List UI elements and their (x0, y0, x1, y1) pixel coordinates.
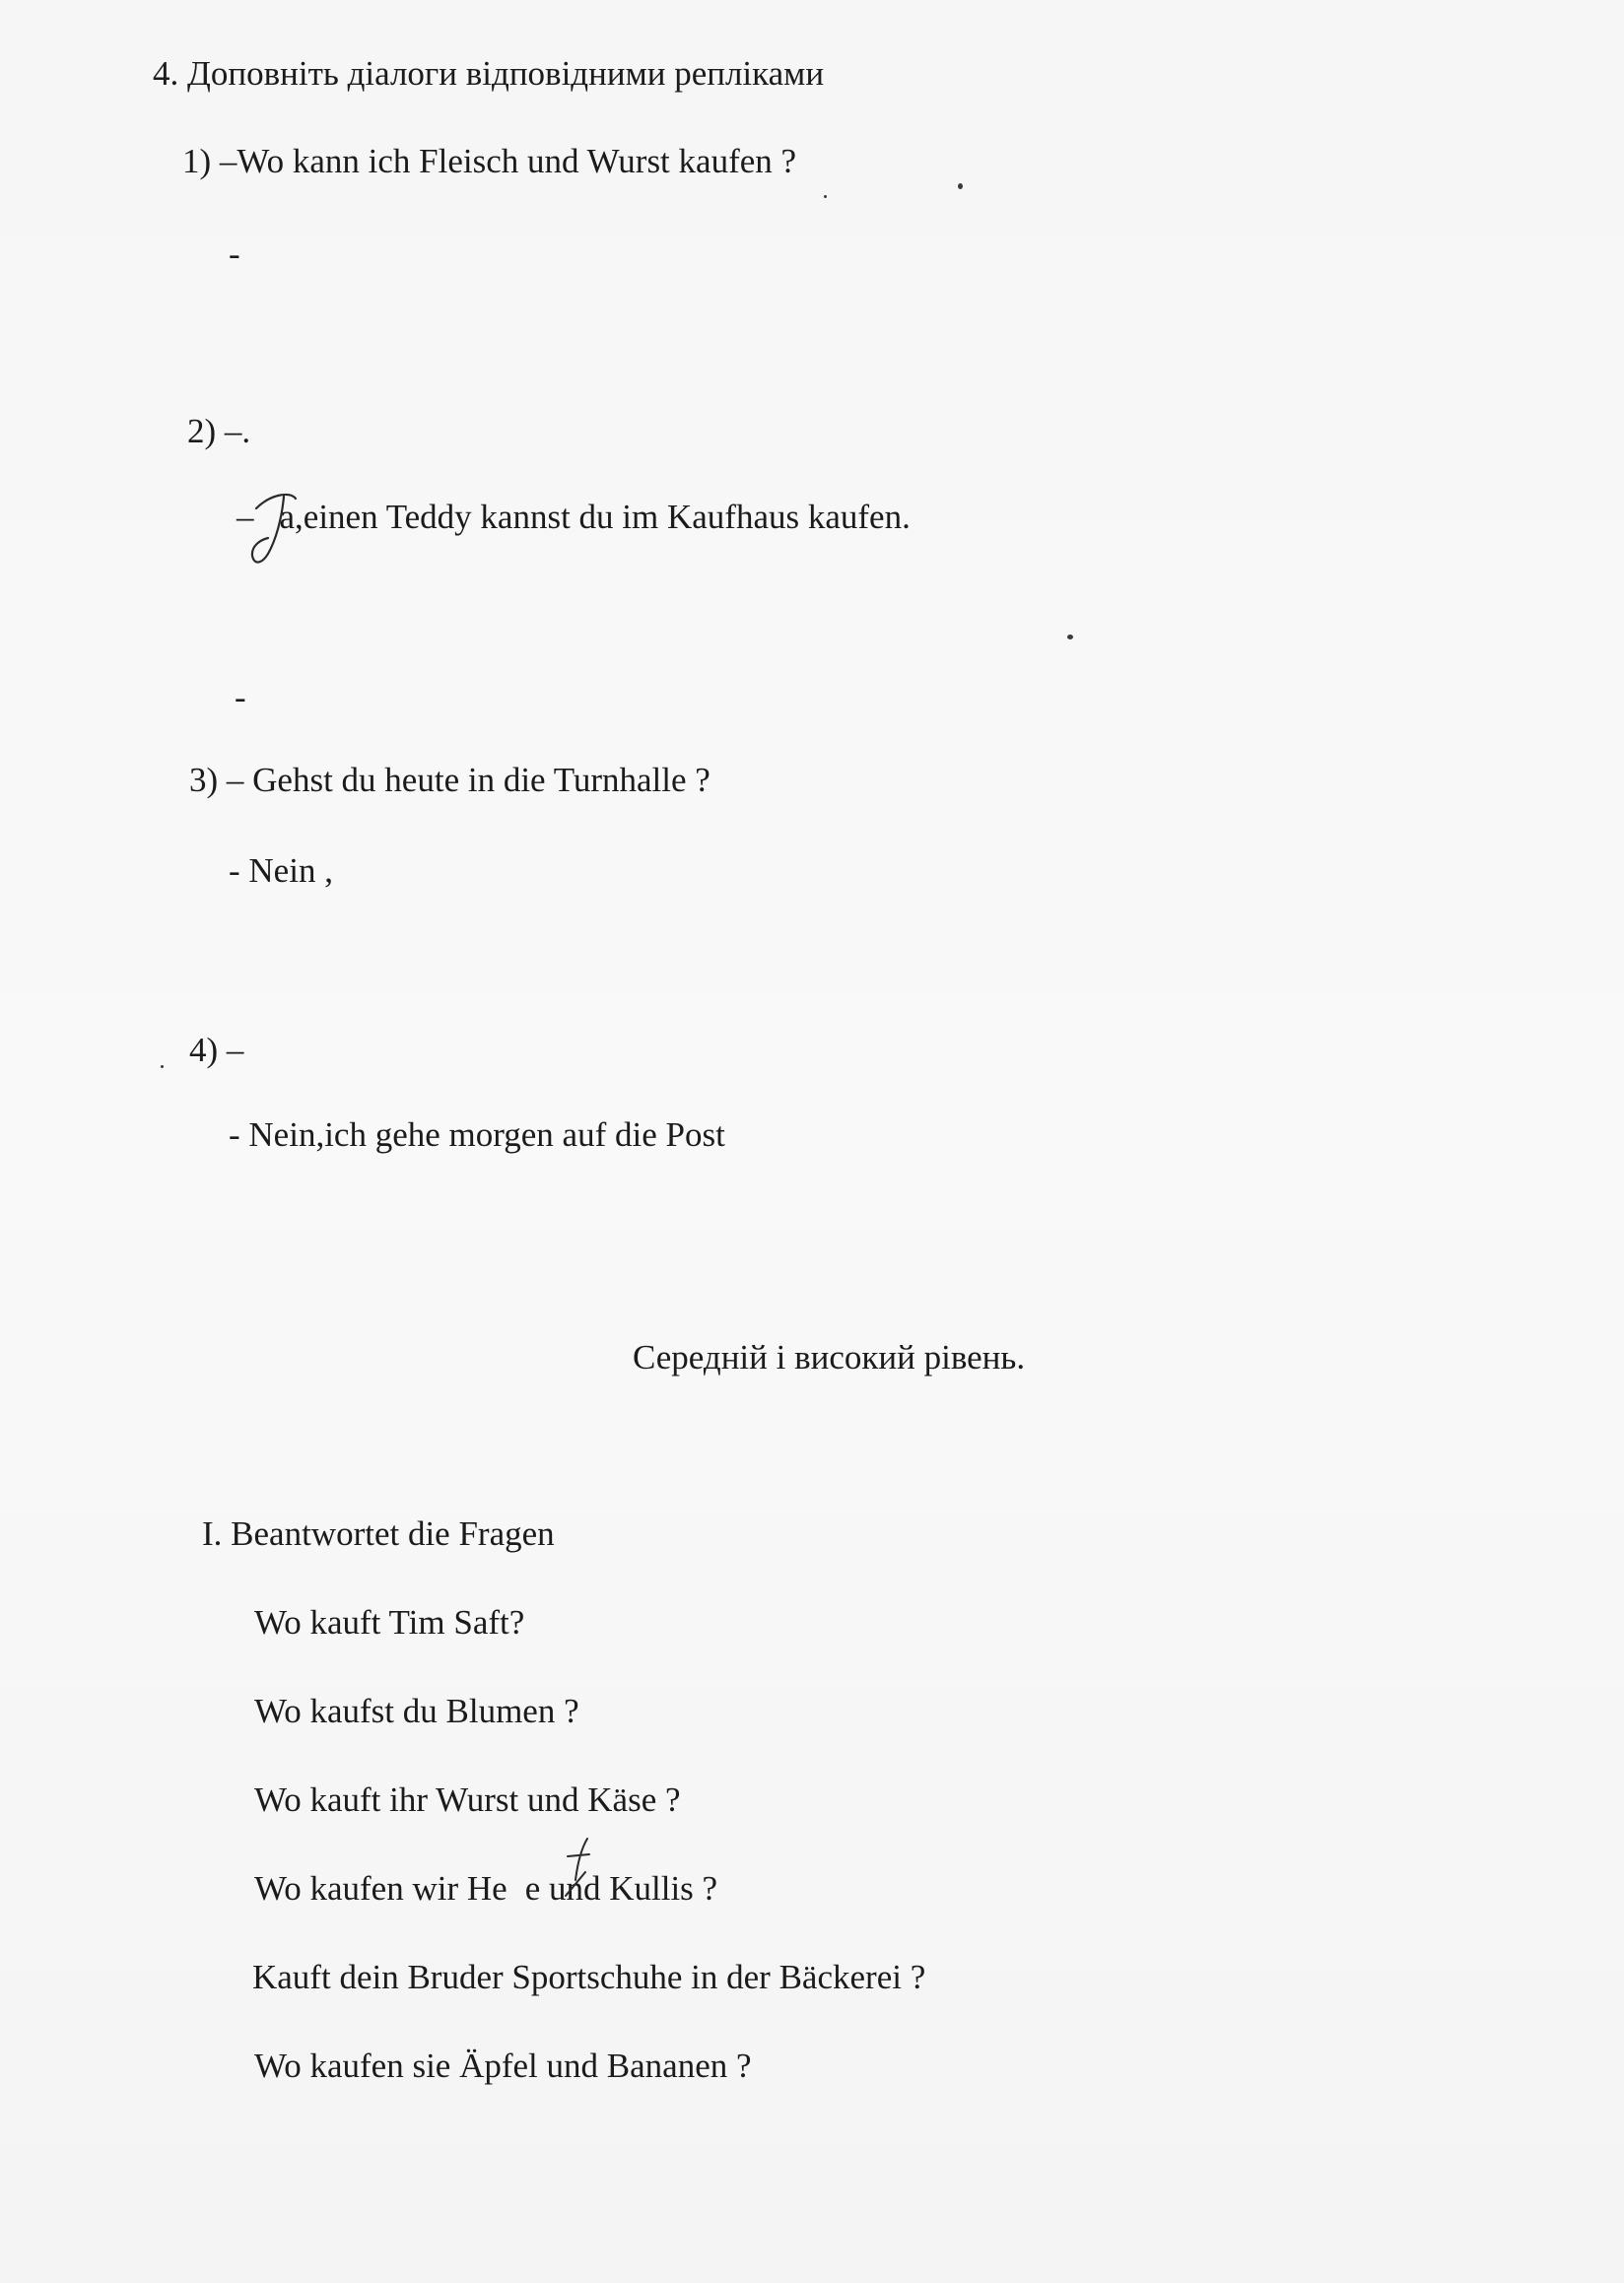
question-4-start: Wo kaufen wir He (254, 1869, 508, 1908)
dialog-3-question: 3) – Gehst du heute in die Turnhalle ? (189, 761, 710, 799)
dialog-2-answer (237, 498, 911, 537)
dialog-4-answer: - Nein,ich gehe morgen auf die Post (229, 1115, 725, 1154)
dialog-3-answer: - Nein , (229, 851, 333, 890)
level-heading: Середній і високий рівень. (633, 1338, 1026, 1377)
dialog-2-question-blank: 2) –. (187, 412, 251, 450)
dialog-4-question-blank: 4) – (189, 1031, 244, 1069)
handwritten-j-correction (246, 483, 305, 581)
question-2: Wo kaufst du Blumen ? (254, 1692, 579, 1730)
question-4 (254, 1869, 717, 1909)
dialog-1-question: 1) –Wo kann ich Fleisch und Wurst kaufen ? (182, 142, 797, 180)
scan-speck (161, 1065, 164, 1068)
question-1: Wo kauft Tim Saft? (254, 1603, 525, 1642)
scan-speck (1067, 635, 1073, 639)
task-heading: 4. Доповніть діалоги відповідними репліками (153, 54, 825, 93)
question-6: Wo kaufen sie Äpfel und Bananen ? (254, 2047, 752, 2085)
section-1-heading: I. Beantwortet die Fragen (202, 1514, 555, 1553)
scan-speck (824, 195, 827, 198)
dialog-2-answer-dash: – (237, 498, 254, 536)
scan-speck (958, 183, 963, 189)
question-3: Wo kauft ihr Wurst und Käse ? (254, 1780, 681, 1819)
dialog-2-extra-blank: - (235, 678, 246, 716)
handwritten-f-correction (562, 1835, 601, 1914)
dialog-2-answer-text: a,einen Teddy kannst du im Kaufhaus kaufen. (279, 498, 911, 536)
question-5: Kauft dein Bruder Sportschuhe in der Bäckerei ? (252, 1958, 926, 1996)
dialog-1-answer-blank: - (229, 235, 240, 273)
question-4-end: e und Kullis ? (524, 1869, 718, 1908)
